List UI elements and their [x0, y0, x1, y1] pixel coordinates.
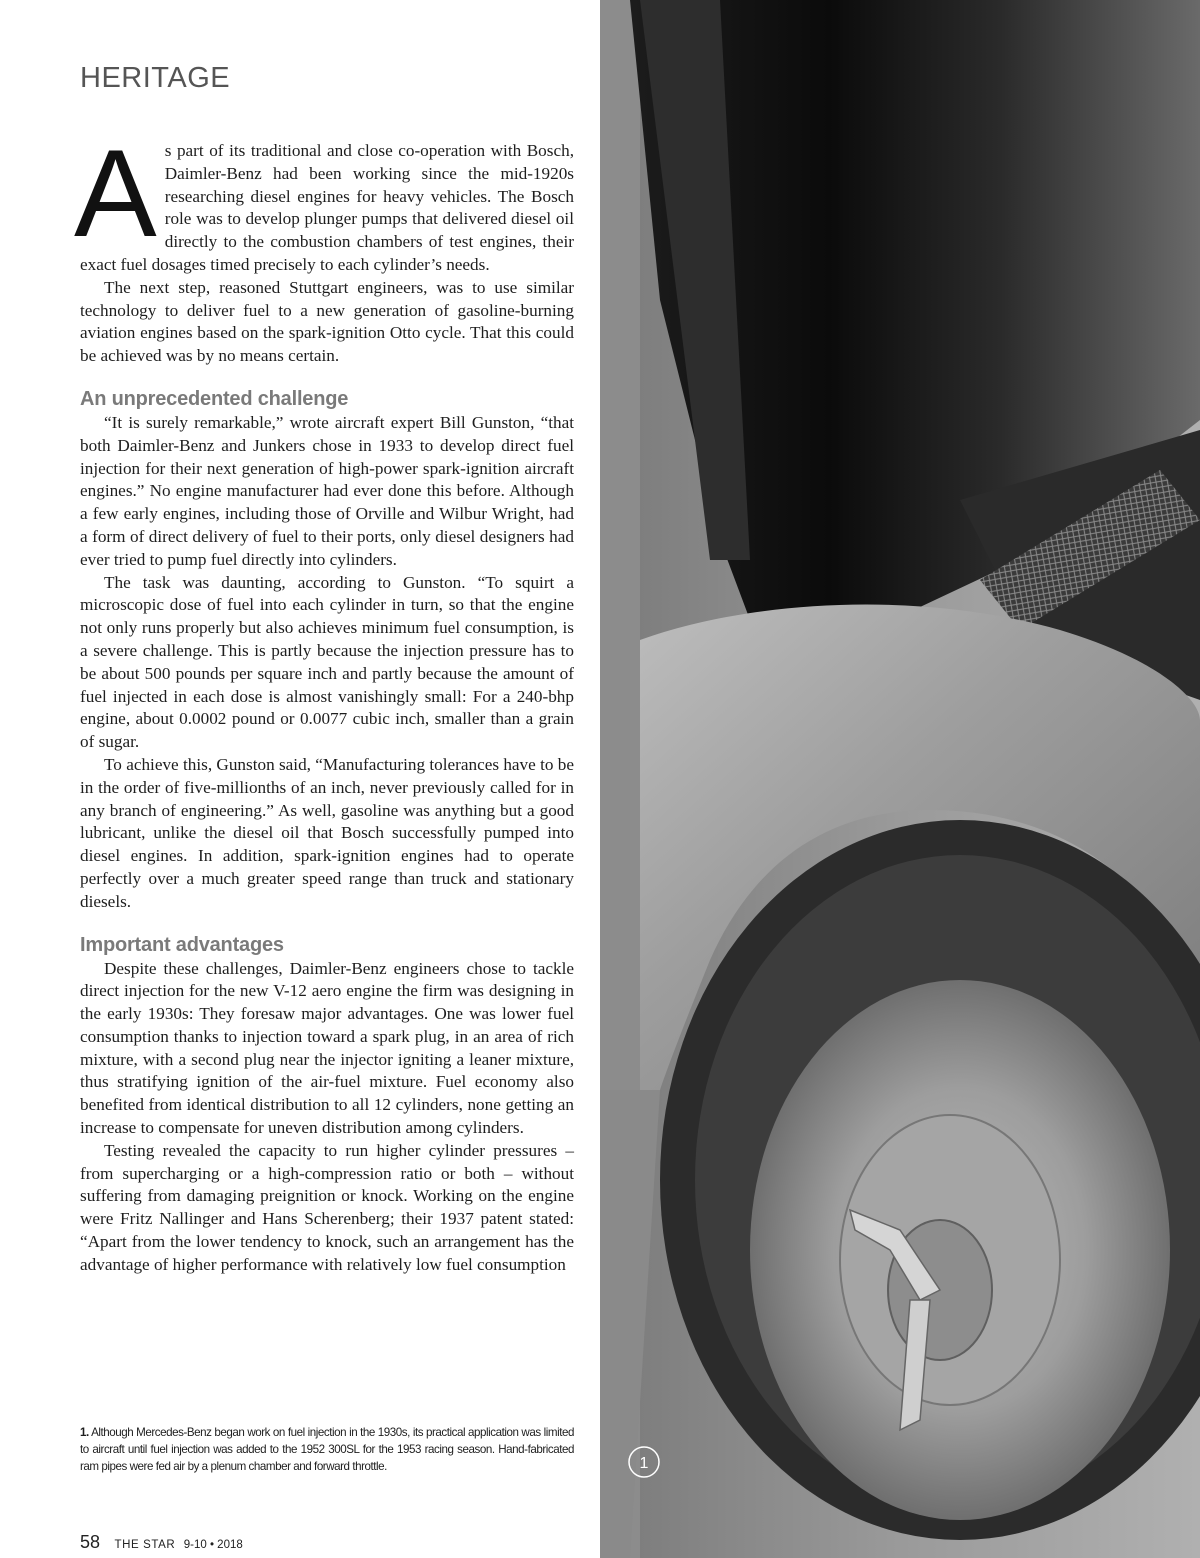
article-body: [74, 125, 574, 1277]
page-footer: [80, 1532, 243, 1553]
page-number: 58: [80, 1532, 101, 1552]
paragraph: “It is surely remarkable,” wrote aircraft expert Bill Gunston, “that both Daimler-Benz and Junkers chose in 1933 to develop direct fuel injection for their next generation of high-power spark-ignition aircraft engines.” No engine manufacturer had ever done this before. Although a few early engines, including those of Orville and Wilbur Wright, had a form of direct delivery of fuel to their ports, only diesel designers had ever tried to pump fuel directly into cylinders.: [80, 412, 574, 569]
intro-paragraph: [74, 125, 574, 277]
caption-text: Although Mercedes-Benz began work on fuel injection in the 1930s, its practical application was limited to aircraft until fuel injection was added to the 1952 300SL for the 1953 racing season. Hand-fabricated ram pipes were fed air by a plenum chamber and forward throttle.: [80, 1426, 574, 1473]
magazine-name: THE STAR: [114, 1539, 176, 1551]
section-label: HERITAGE: [80, 62, 231, 94]
caption-number: 1.: [80, 1426, 89, 1439]
car-photo: [600, 0, 1200, 1558]
paragraph: Testing revealed the capacity to run higher cylinder pressures – from supercharging or a high-compression ratio or both – without suffering from damaging preignition or knock. Working on the engine were Fritz Nallinger and Hans Scherenberg; their 1937 patent stated: “Apart from the lower tendency to knock, such an arrangement has the advantage of higher performance with relatively low fuel consumption: [80, 1140, 574, 1274]
car-photo-illustration: [600, 0, 1200, 1558]
drop-cap: A: [74, 125, 157, 263]
intro-text: s part of its traditional and close co-operation with Bosch, Daimler-Benz had been working since the mid-1920s researching diesel engines for heavy vehicles. The Bosch role was to develop plunger pumps that delivered diesel oil directly to the combustion chambers of test engines, their exact fuel dosages timed precisely to each cylinder’s needs.: [80, 141, 574, 274]
paragraph: The next step, reasoned Stuttgart engineers, was to use similar technology to deliver fuel to a new generation of gasoline-burning aviation engines based on the spark-ignition Otto cycle. That this could be achieved was by no means certain.: [80, 277, 574, 366]
paragraph: Despite these challenges, Daimler-Benz engineers chose to tackle direct injection for the new V-12 aero engine the firm was designing in the early 1930s: They foresaw major advantages. One was lower fuel consumption thanks to injection toward a spark plug, in an area of rich mixture, with a second plug near the injector igniting a leaner mixture, thus stratifying ignition of the air-fuel mixture. Fuel economy also benefited from identical distribution to all 12 cylinders, none getting an increase to compensate for uneven distribution among cylinders.: [80, 958, 574, 1138]
issue-date: 9-10 • 2018: [183, 1539, 243, 1551]
photo-marker-label: 1: [639, 1455, 649, 1472]
photo-caption: [80, 1424, 574, 1475]
subheading: Important advantages: [80, 933, 284, 956]
paragraph: To achieve this, Gunston said, “Manufacturing tolerances have to be in the order of five-millionths of an inch, never previously called for in any branch of engineering.” As well, gasoline was anything but a good lubricant, unlike the diesel oil that Bosch successfully pumped into diesel engines. In addition, spark-ignition engines had to operate perfectly over a much greater speed range than truck and stationary diesels.: [80, 754, 574, 911]
subheading: An unprecedented challenge: [80, 387, 349, 410]
paragraph: The task was daunting, according to Gunston. “To squirt a microscopic dose of fuel into each cylinder in turn, so that the engine not only runs properly but also achieves minimum fuel consumption, is a severe challenge. This is partly because the injection pressure has to be about 500 pounds per square inch and partly because the amount of fuel injected in each dose is almost vanishingly small: For a 240-bhp engine, about 0.0002 pound or 0.0077 cubic inch, smaller than a grain of sugar.: [80, 572, 574, 752]
